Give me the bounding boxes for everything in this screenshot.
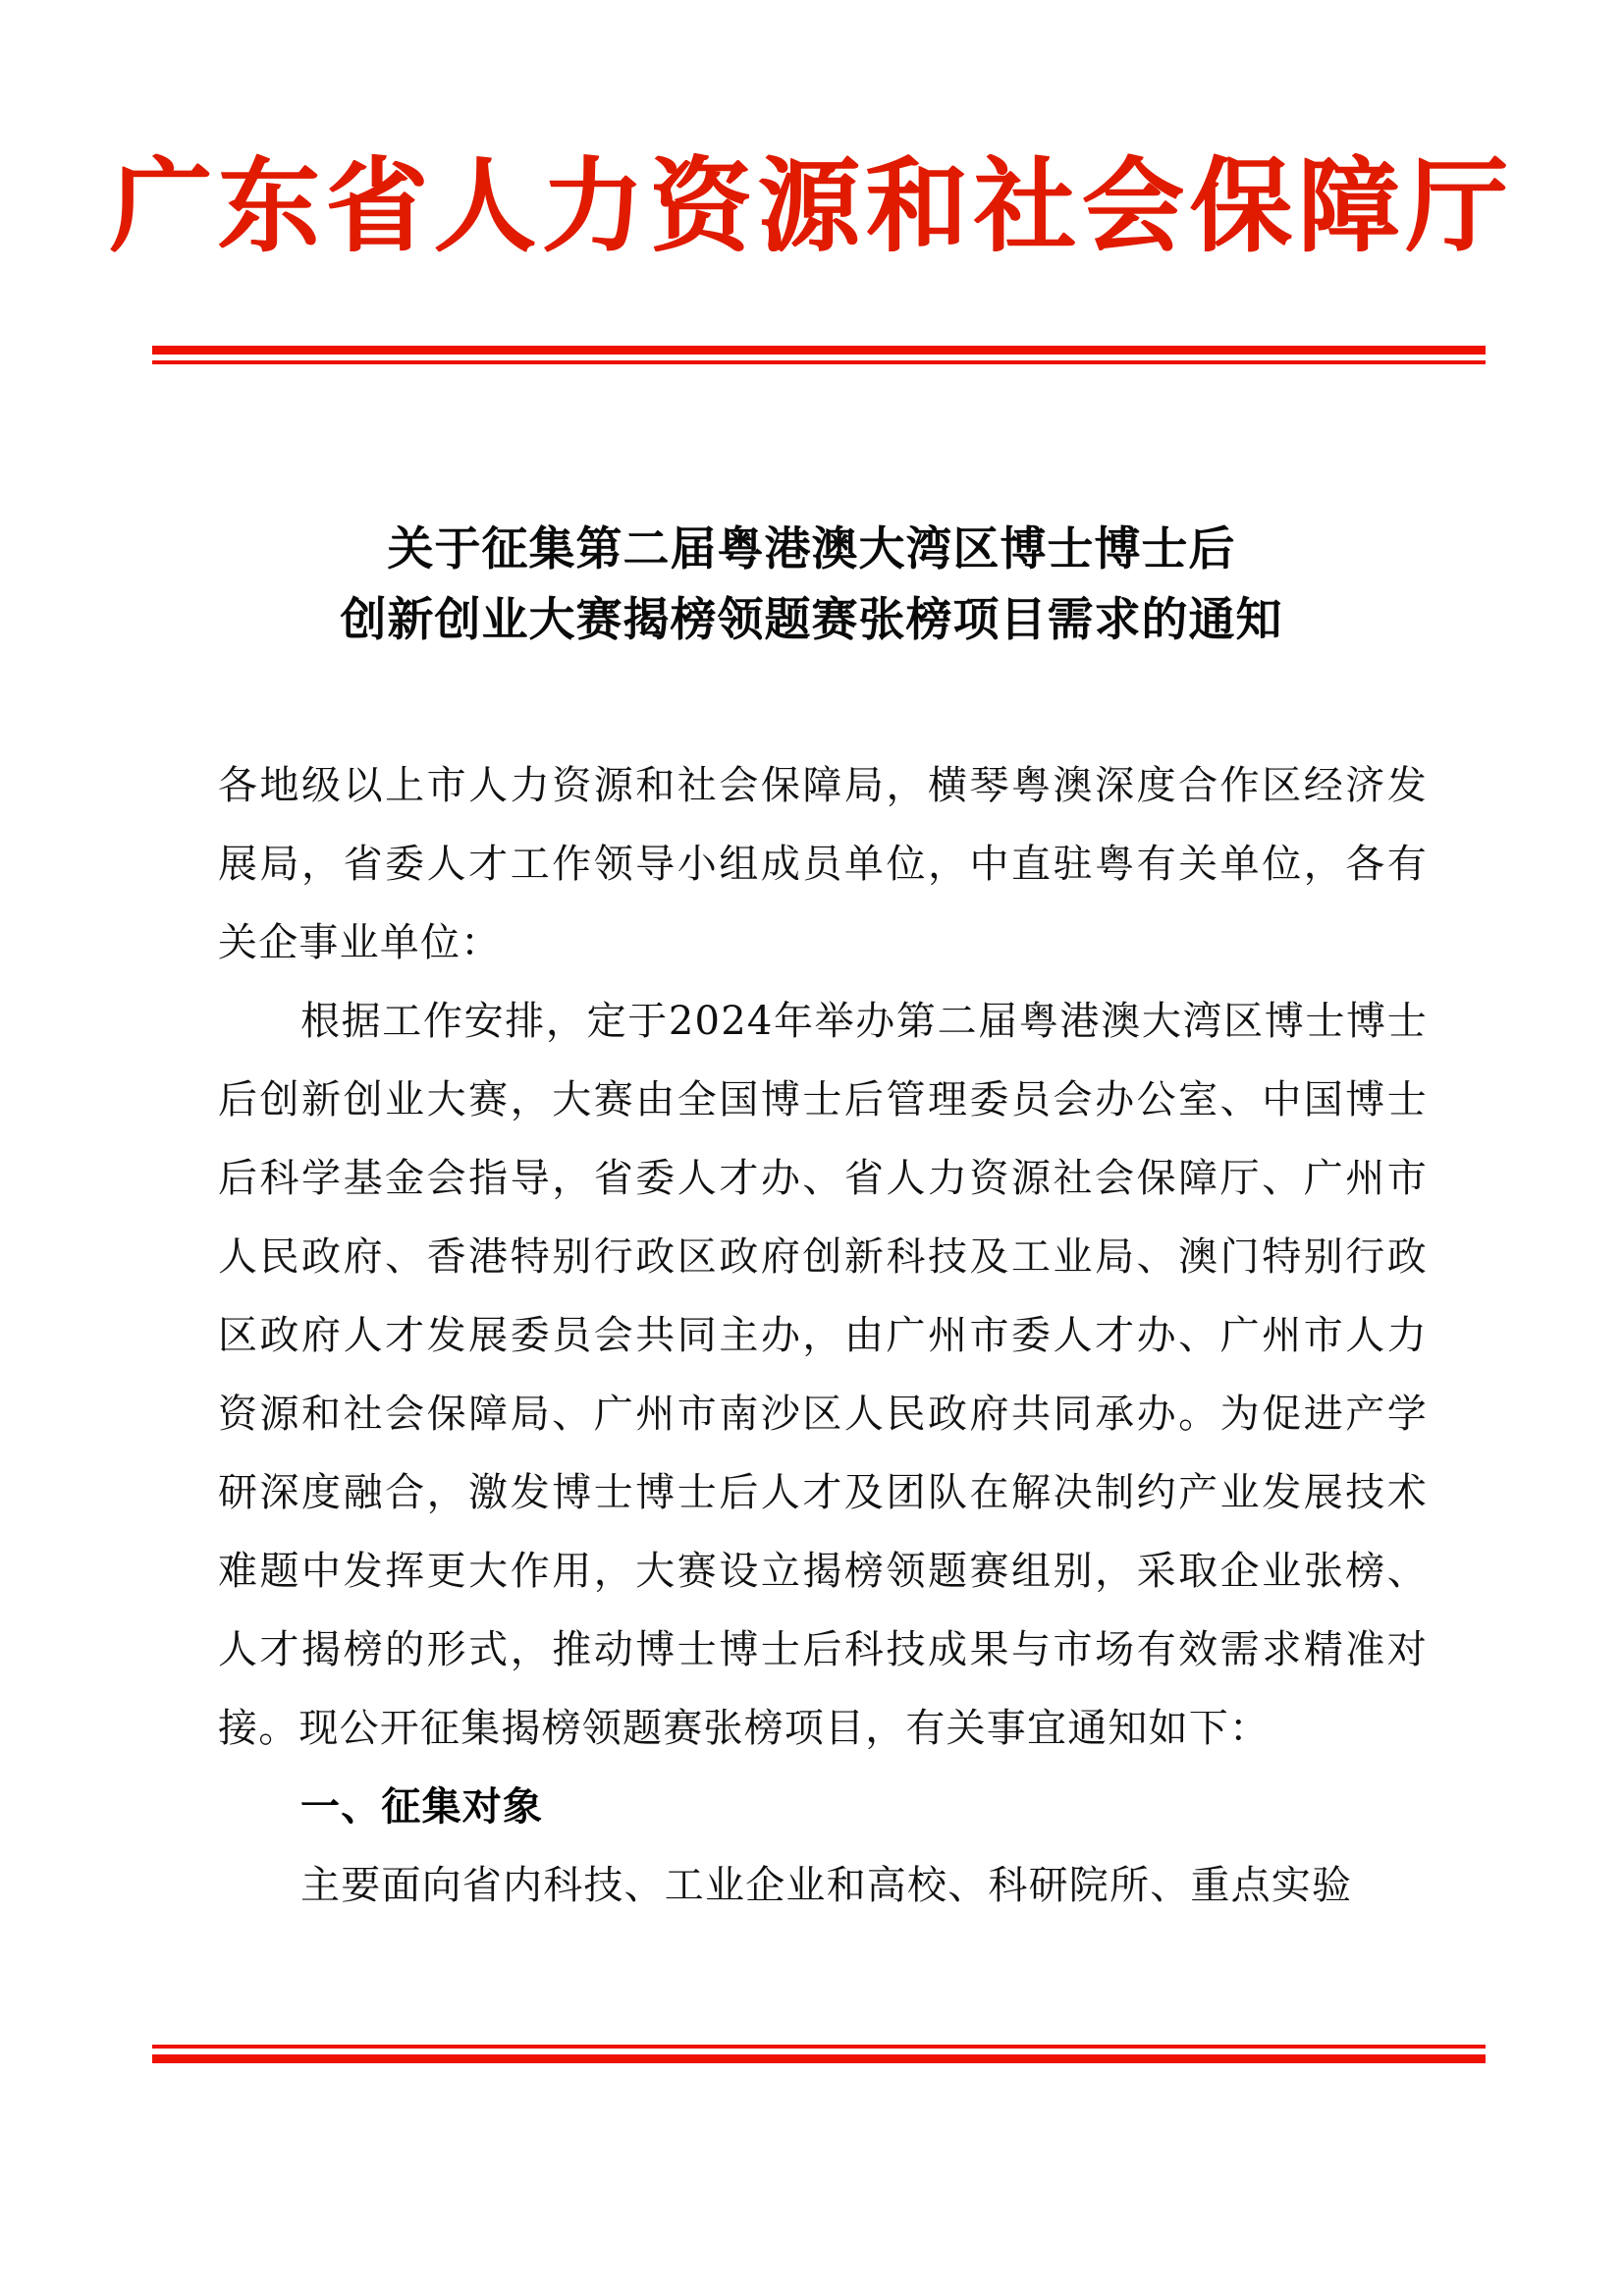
addressee-paragraph: 各地级以上市人力资源和社会保障局，横琴粤澳深度合作区经济发展局，省委人才工作领导小组成员单位，中直驻粤有关单位，各有关企事业单位： [218,763,1428,965]
header-rule-thick-line [152,346,1486,355]
footer-rule-thick-line [152,2054,1486,2063]
section-heading-1: 一、征集对象 [300,1784,544,1830]
document-title [0,515,1623,656]
document-title-line-2: 创新创业大赛揭榜领题赛张榜项目需求的通知 [340,593,1283,647]
body-paragraph-1: 根据工作安排，定于2024年举办第二届粤港澳大湾区博士博士后创新创业大赛，大赛由全国博士后管理委员会办公室、中国博士后科学基金会指导，省委人才办、省人力资源社会保障厅、广州市人民政府、香港特别行政区政府创新科技及工业局、澳门特别行政区政府人才发展委员会共同主办，由广州市委人才办、广州市人力资源和社会保障局、广州市南沙区人民政府共同承办。为促进产学研深度融合，激发博士博士后人才及团队在解决制约产业发展技术难题中发挥更大作用，大赛设立揭榜领题赛组别，采取企业张榜、人才揭榜的形式，推动博士博士后科技成果与市场有效需求精准对接。现公开征集揭榜领题赛张榜项目，有关事宜通知如下： [218,999,1428,1751]
section-1-paragraph: 主要面向省内科技、工业企业和高校、科研院所、重点实验 [300,1863,1353,1908]
footer-red-double-rule [152,2045,1486,2063]
document-title-line-1: 关于征集第二届粤港澳大湾区博士博士后 [387,522,1236,576]
letterhead-organization-title: 广东省人力资源和社会保障厅 [109,145,1514,266]
document-body [218,746,1428,1925]
header-red-double-rule [152,346,1486,364]
header-rule-thin-line [152,360,1486,364]
letterhead [0,147,1623,265]
